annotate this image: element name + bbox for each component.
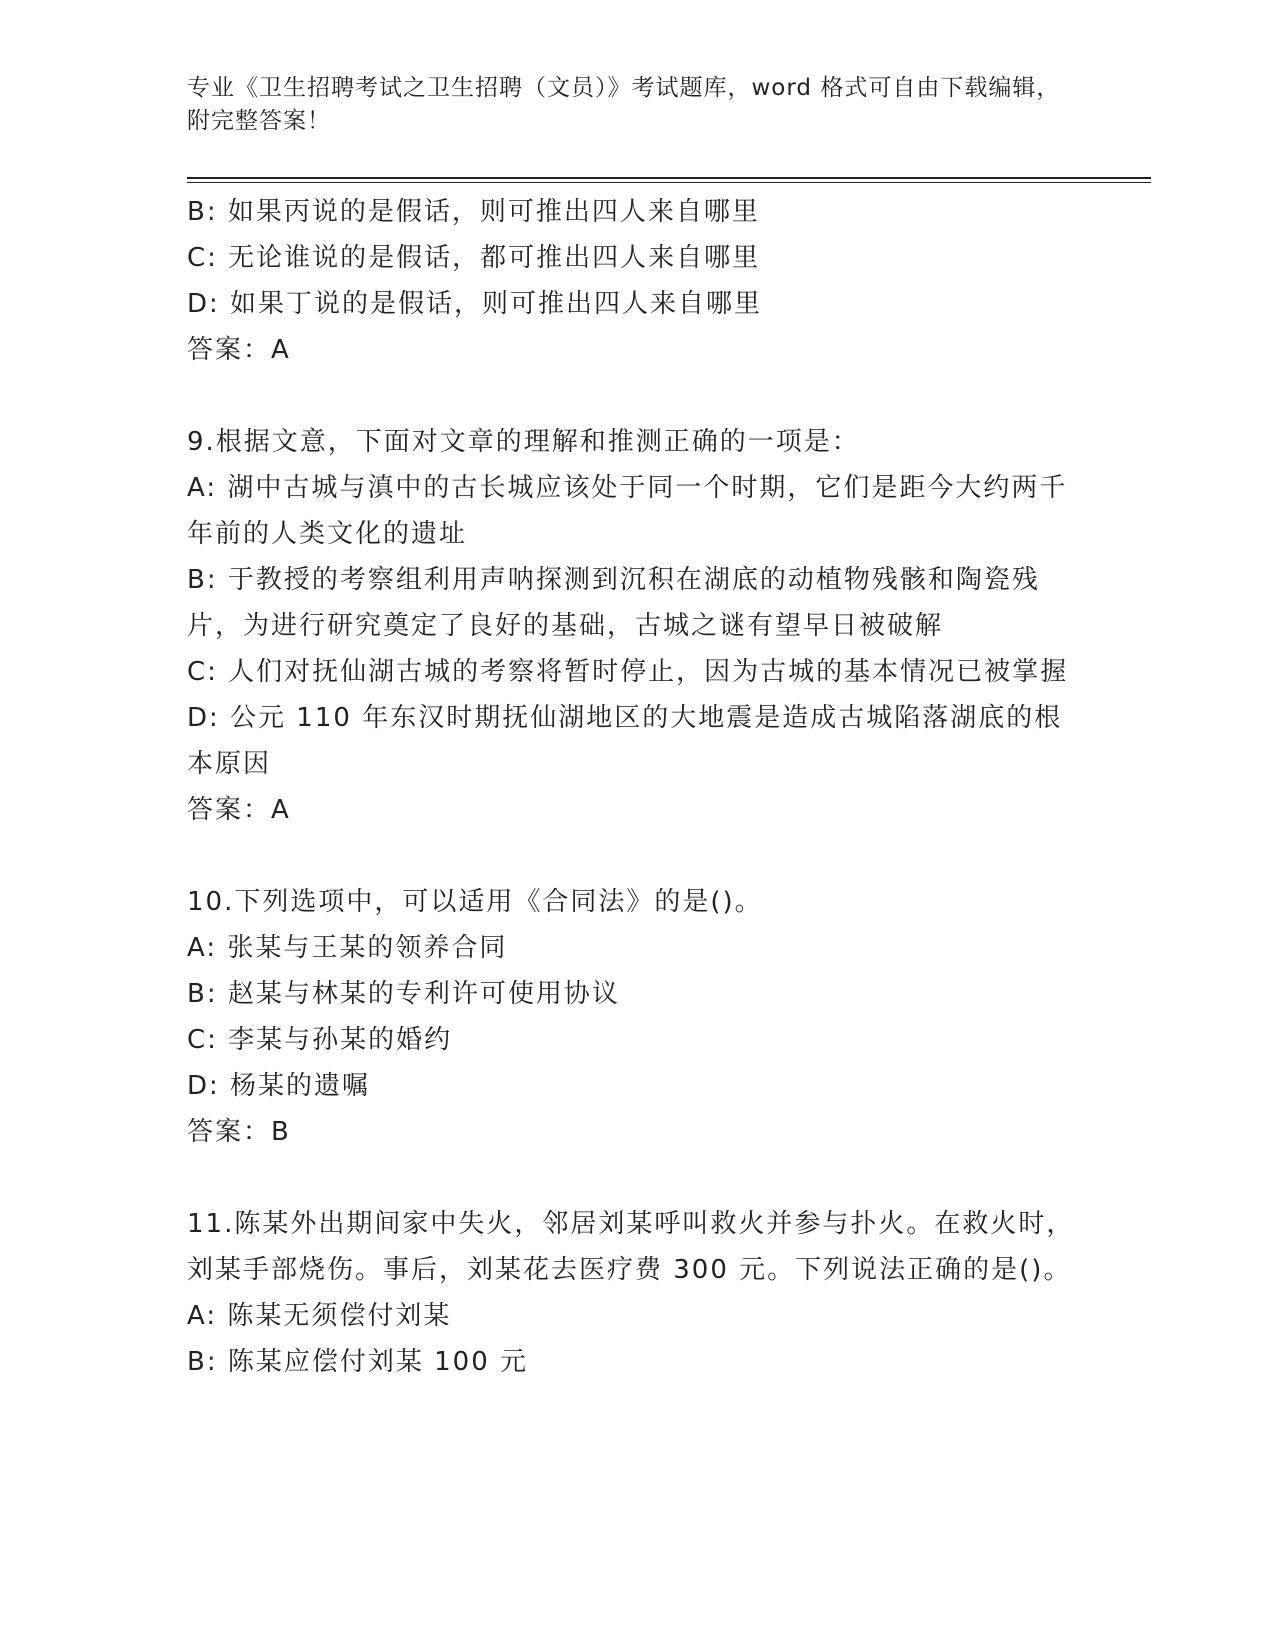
spacer: [187, 1155, 1077, 1201]
option-d: D: 杨某的遗嘱: [187, 1071, 371, 1101]
option-c: C: 李某与孙某的婚约: [187, 1025, 453, 1055]
question-content: [187, 189, 1077, 1385]
question-stem: 9.根据文意，下面对文章的理解和推测正确的一项是：: [187, 427, 860, 457]
answer-line: 答案：B: [187, 1117, 291, 1147]
option-b: B: 赵某与林某的专利许可使用协议: [187, 979, 620, 1009]
option-b: B: 如果丙说的是假话，则可推出四人来自哪里: [187, 197, 760, 227]
option-a: A: 湖中古城与滇中的古长城应该处于同一个时期，它们是距今大约两千年前的人类文化的遗址: [187, 473, 1068, 549]
answer-line: 答案：A: [187, 335, 291, 365]
spacer: [187, 833, 1077, 879]
option-d: D: 公元 110 年东汉时期抚仙湖地区的大地震是造成古城陷落湖底的根本原因: [187, 703, 1063, 779]
option-c: C: 人们对抚仙湖古城的考察将暂时停止，因为古城的基本情况已被掌握: [187, 657, 1069, 687]
document-header: 专业《卫生招聘考试之卫生招聘（文员）》考试题库，word 格式可自由下载编辑，附完整答案！: [187, 75, 1061, 134]
question-stem: 11.陈某外出期间家中失火，邻居刘某呼叫救火并参与扑火。在救火时，刘某手部烧伤。事后，刘某花去医疗费 300 元。下列说法正确的是()。: [187, 1209, 1075, 1285]
option-b: B: 于教授的考察组利用声呐探测到沉积在湖底的动植物残骸和陶瓷残片，为进行研究奠定了良好的基础，古城之谜有望早日被破解: [187, 565, 1040, 641]
header-rule-thin: [187, 182, 1151, 183]
answer-line: 答案：A: [187, 795, 291, 825]
header-rule-thick: [187, 177, 1151, 179]
option-a: A: 陈某无须偿付刘某: [187, 1301, 452, 1331]
spacer: [187, 373, 1077, 419]
option-c: C: 无论谁说的是假话，都可推出四人来自哪里: [187, 243, 761, 273]
option-d: D: 如果丁说的是假话，则可推出四人来自哪里: [187, 289, 763, 319]
option-a: A: 张某与王某的领养合同: [187, 933, 508, 963]
option-b: B: 陈某应偿付刘某 100 元: [187, 1347, 529, 1377]
question-stem: 10.下列选项中，可以适用《合同法》的是()。: [187, 887, 763, 917]
